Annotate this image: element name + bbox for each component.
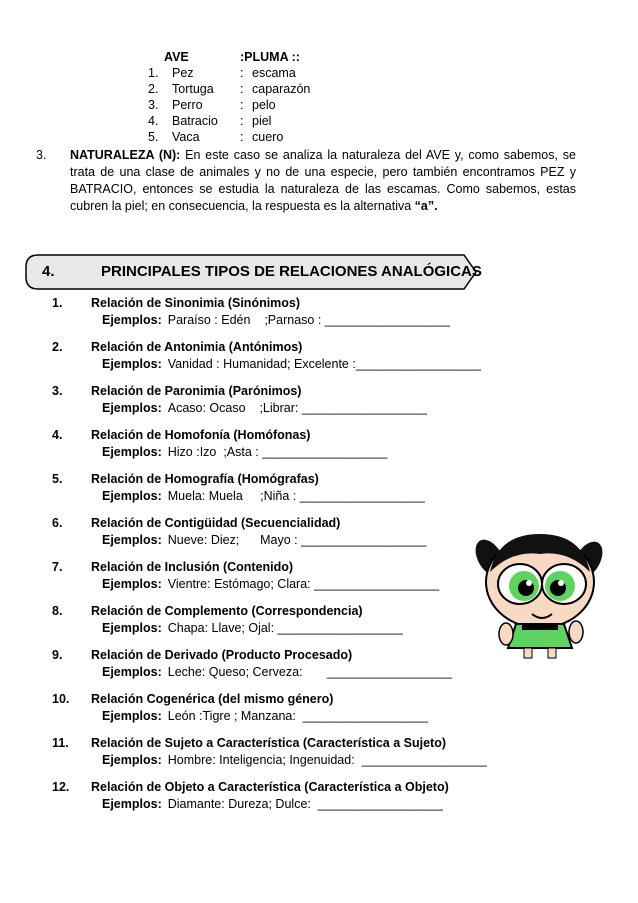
relation-item	[52, 516, 532, 560]
relation-example	[102, 665, 452, 679]
analogy-row-term: Tortuga	[172, 82, 214, 96]
relation-item	[52, 604, 532, 648]
analogy-row-term: Vaca	[172, 130, 200, 144]
relation-example-text: Muela: Muela ;Niña : __________________	[167, 489, 425, 503]
analogy-header-b: :PLUMA ::	[240, 50, 300, 64]
analogy-row-number: 4.	[148, 114, 159, 128]
analogy-row	[148, 81, 310, 97]
banner-title: PRINCIPALES TIPOS DE RELACIONES ANALÓGICAS	[101, 263, 482, 280]
ejemplos-label: Ejemplos:	[102, 665, 162, 679]
relation-example	[102, 621, 403, 635]
relation-example-text: León :Tigre ; Manzana: __________________	[167, 709, 428, 723]
relation-example-text: Hombre: Inteligencia; Ingenuidad: __________________	[167, 753, 487, 767]
relation-title: Relación de Inclusión (Contenido)	[91, 560, 294, 574]
ejemplos-label: Ejemplos:	[102, 489, 162, 503]
relation-example-text: Hizo :Izo ;Asta : __________________	[167, 445, 388, 459]
relation-number: 9.	[52, 648, 63, 662]
banner-number: 4.	[42, 263, 55, 280]
relation-number: 7.	[52, 560, 63, 574]
analogy-row-term: Batracio	[172, 114, 218, 128]
relation-number: 1.	[52, 296, 63, 310]
relation-item	[52, 472, 532, 516]
relation-example-text: Acaso: Ocaso ;Librar: __________________	[167, 401, 427, 415]
analogy-row-match: piel	[252, 114, 272, 128]
relation-number: 5.	[52, 472, 63, 486]
analogy-row	[148, 97, 310, 113]
relation-title: Relación de Antonimia (Antónimos)	[91, 340, 303, 354]
relation-example-text: Leche: Queso; Cerveza: __________________	[167, 665, 452, 679]
ejemplos-label: Ejemplos:	[102, 709, 162, 723]
ejemplos-label: Ejemplos:	[102, 533, 162, 547]
relation-item	[52, 560, 532, 604]
analogy-row-term: Perro	[172, 98, 203, 112]
relation-example	[102, 445, 387, 459]
relation-example	[102, 753, 487, 767]
relation-number: 2.	[52, 340, 63, 354]
analogy-row-number: 3.	[148, 98, 159, 112]
relation-title: Relación de Derivado (Producto Procesado)	[91, 648, 353, 662]
cartoon-girl-illustration	[468, 520, 608, 660]
relation-title: Relación Cogenérica (del mismo género)	[91, 692, 334, 706]
analogy-row-separator: :	[240, 114, 244, 128]
relation-example	[102, 577, 439, 591]
ejemplos-label: Ejemplos:	[102, 621, 162, 635]
analogy-row-term: Pez	[172, 66, 194, 80]
relation-example-text: Diamante: Dureza; Dulce: __________________	[167, 797, 443, 811]
relation-title: Relación de Objeto a Característica (Característica a Objeto)	[91, 780, 449, 794]
section-3-answer: “a”.	[414, 199, 438, 213]
relation-number: 10.	[52, 692, 70, 706]
relation-example	[102, 357, 481, 371]
ejemplos-label: Ejemplos:	[102, 753, 162, 767]
analogy-row-number: 1.	[148, 66, 159, 80]
section-3-paragraph	[36, 147, 576, 215]
relation-example-text: Chapa: Llave; Ojal: __________________	[167, 621, 403, 635]
relation-number: 11.	[52, 736, 69, 750]
relation-example	[102, 709, 428, 723]
section-4-banner	[24, 253, 482, 291]
relation-title: Relación de Sujeto a Característica (Característica a Sujeto)	[91, 736, 446, 750]
relation-title: Relación de Homografía (Homógrafas)	[91, 472, 319, 486]
analogy-row-separator: :	[240, 130, 244, 144]
relation-item	[52, 296, 532, 340]
analogy-row-match: pelo	[252, 98, 276, 112]
relation-list	[52, 296, 532, 824]
analogy-row-match: cuero	[252, 130, 284, 144]
analogy-row-match: caparazón	[252, 82, 311, 96]
relation-item	[52, 692, 532, 736]
relation-item	[52, 384, 532, 428]
analogy-header	[148, 49, 310, 65]
ejemplos-label: Ejemplos:	[102, 797, 162, 811]
analogy-row-match: escama	[252, 66, 296, 80]
relation-title: Relación de Contigüidad (Secuencialidad)	[91, 516, 341, 530]
relation-example-text: Vientre: Estómago; Clara: __________________	[167, 577, 440, 591]
relation-number: 12.	[52, 780, 70, 794]
analogy-row-separator: :	[240, 98, 244, 112]
relation-example	[102, 797, 443, 811]
relation-title: Relación de Paronimia (Parónimos)	[91, 384, 302, 398]
ejemplos-label: Ejemplos:	[102, 401, 162, 415]
analogy-row	[148, 65, 310, 81]
ejemplos-label: Ejemplos:	[102, 577, 162, 591]
relation-example	[102, 489, 425, 503]
relation-example-text: Nueve: Diez; Mayo : __________________	[167, 533, 427, 547]
analogy-row-number: 2.	[148, 82, 159, 96]
relation-example-text: Paraíso : Edén ;Parnaso : __________________	[167, 313, 450, 327]
ejemplos-label: Ejemplos:	[102, 357, 162, 371]
analogy-row-separator: :	[240, 66, 244, 80]
ejemplos-label: Ejemplos:	[102, 313, 162, 327]
ejemplos-label: Ejemplos:	[102, 445, 162, 459]
section-3-number: 3.	[36, 148, 47, 162]
analogy-example	[148, 49, 310, 145]
relation-number: 4.	[52, 428, 63, 442]
section-3-text: En este caso se analiza la naturaleza del AVE y, como sabemos, se trata de una clase de animales y no de una especie, pero también encontramos PEZ y BATRACIO, entonces se estudia la naturaleza de las escamas. Como sabemos, estas cubren la piel; en consecuencia, la respuesta es la alternativa	[70, 148, 576, 213]
relation-title: Relación de Complemento (Correspondencia)	[91, 604, 363, 618]
relation-number: 8.	[52, 604, 63, 618]
relation-example-text: Vanidad : Humanidad; Excelente :__________________	[167, 357, 481, 371]
relation-item	[52, 736, 532, 780]
relation-item	[52, 340, 532, 384]
analogy-row	[148, 129, 310, 145]
relation-example	[102, 401, 427, 415]
relation-number: 6.	[52, 516, 63, 530]
analogy-header-a: AVE	[164, 50, 189, 64]
analogy-row-separator: :	[240, 82, 244, 96]
relation-example	[102, 313, 450, 327]
section-3-label: NATURALEZA (N):	[70, 148, 181, 162]
analogy-row-number: 5.	[148, 130, 159, 144]
relation-title: Relación de Sinonimia (Sinónimos)	[91, 296, 301, 310]
analogy-row	[148, 113, 310, 129]
relation-example	[102, 533, 426, 547]
relation-item	[52, 428, 532, 472]
relation-item	[52, 648, 532, 692]
relation-title: Relación de Homofonía (Homófonas)	[91, 428, 311, 442]
relation-item	[52, 780, 532, 824]
relation-number: 3.	[52, 384, 63, 398]
